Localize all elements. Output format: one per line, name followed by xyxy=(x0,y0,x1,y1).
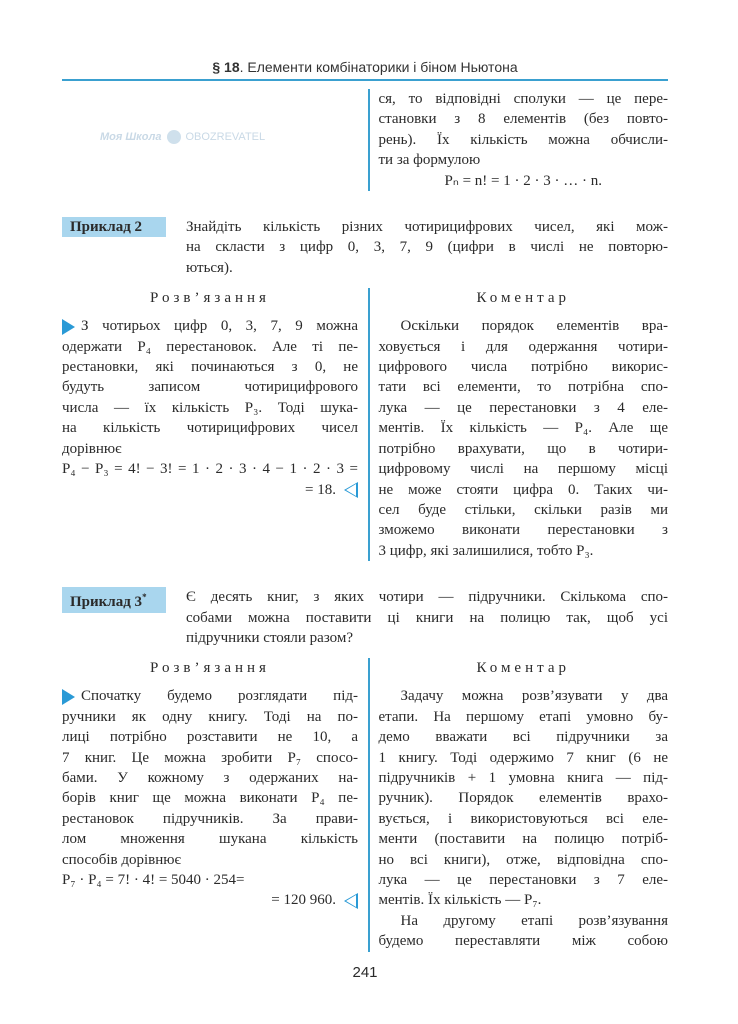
text-line: зможемо виконати перестановки з xyxy=(378,522,668,539)
text-line: лиці потрібно розставити не 10, а xyxy=(62,729,358,746)
text-line: рестановок підручників. За прави- xyxy=(62,810,358,827)
text-line: на кількість чотирицифрових чисел xyxy=(62,420,358,437)
watermark-school: Моя Школа xyxy=(100,130,162,143)
text-line: Pₙ = n! = 1 · 2 · 3 · … · n. xyxy=(444,172,602,189)
text-line: тати всі елементи, то потрібна спо- xyxy=(378,379,668,396)
text-line: вується, і використовуються всі еле- xyxy=(378,810,668,827)
example-2-body xyxy=(62,288,668,561)
text-line: сел буде стільки, скільки разів ми xyxy=(378,501,668,518)
text-line: Оскільки порядок елементів вра- xyxy=(400,318,668,335)
solution-start-icon xyxy=(62,689,75,705)
comment-column xyxy=(379,658,669,951)
text-line: на скласти з цифр 0, 3, 7, 9 (цифри в числі не повторю- xyxy=(186,239,668,256)
empty-left-column xyxy=(62,89,358,191)
text-line: ховується і для одержання чотири- xyxy=(378,338,668,355)
solution-heading: Розв’язання xyxy=(150,660,270,677)
solution-heading: Розв’язання xyxy=(150,290,270,307)
example-2-solution xyxy=(62,316,358,500)
text-line: = 18. xyxy=(62,480,358,500)
example-3-body xyxy=(62,658,668,951)
text-line: ся, то відповідні сполуки — це пере- xyxy=(378,91,668,107)
text-line: підручники стояли разом? xyxy=(186,629,354,646)
text-line: 1 книгу. Тоді одержимо 7 книг (6 не xyxy=(378,749,668,766)
text-line: лом множення шукана кількість xyxy=(62,831,358,848)
text-line: ручники як одну книгу. Тоді на по- xyxy=(62,708,358,725)
text-line: = 120 960. xyxy=(62,890,358,910)
running-header xyxy=(62,58,668,76)
example-3 xyxy=(62,587,668,648)
solution-column xyxy=(62,658,358,951)
text-line: підручників + 1 умовна книга — під- xyxy=(378,769,668,786)
text-line: ментів. Їх кількість — P₇. xyxy=(378,892,542,909)
text-line: лука — це перестановки з 7 еле- xyxy=(378,872,668,888)
example-2-problem xyxy=(186,217,668,278)
text-line: З чотирьох цифр 0, 3, 7, 9 можна xyxy=(62,316,358,336)
example-3-solution xyxy=(62,686,358,910)
example-2 xyxy=(62,217,668,278)
comment-column xyxy=(379,288,669,561)
text-line: становки з 8 елементів (без повто- xyxy=(378,111,668,128)
example-3-label: Приклад 3 xyxy=(70,594,143,611)
example-3-problem xyxy=(186,587,668,648)
text-line: будуть записом чотирицифрового xyxy=(62,379,358,396)
continuation-row xyxy=(62,89,668,191)
text-line: менти (поставити на полицю потріб- xyxy=(378,831,668,848)
example-2-comment xyxy=(379,316,669,561)
solution-start-icon xyxy=(62,319,75,335)
text-line: но всі книги), отже, відповідна спо- xyxy=(378,851,668,868)
text-line: бами. У кожному з одержаних на- xyxy=(62,769,358,786)
text-line: цифровому числі на першому місці xyxy=(378,461,668,478)
comment-heading: Коментар xyxy=(476,290,571,307)
text-line: Є десять книг, з яких чотири — підручники. Скількома спо- xyxy=(186,589,668,606)
text-line: рень). Їх кількість можна обчисли- xyxy=(378,131,668,148)
text-line: ментів. Їх кількість — P₄. Але ще xyxy=(378,420,668,437)
text-line: ручник). Порядок елементів врахо- xyxy=(378,790,668,807)
continued-comment xyxy=(379,89,669,191)
text-line: способів дорівнює xyxy=(62,851,181,868)
text-line: собами можна поставити ці книги на полицю так, щоб усі xyxy=(186,609,668,626)
text-line: ти за формулою xyxy=(378,152,481,169)
text-line: P₇ · P₄ = 7! · 4! = 5040 · 254= xyxy=(62,872,245,888)
text-line: 7 книг. Це можна зробити P₇ спосо- xyxy=(62,749,358,766)
text-line: потрібно врахувати, що в чотири- xyxy=(378,440,668,457)
page-number: 241 xyxy=(352,963,378,981)
text-line: демо вважати всі підручники за xyxy=(378,729,668,746)
watermark-brand: OBOZREVATEL xyxy=(185,130,266,143)
text-line: не може стояти цифра 0. Таких чи- xyxy=(378,481,668,498)
section-number: § 18 xyxy=(212,59,240,75)
text-line: ються). xyxy=(186,259,233,276)
text-line: Знайдіть кількість різних чотирицифрових чисел, які мож- xyxy=(186,219,668,236)
example-2-badge: Приклад 2 xyxy=(62,217,166,237)
text-line: борів книг ще можна виконати P₄ пе- xyxy=(62,790,358,807)
text-line: будемо переставляти між собою xyxy=(378,933,668,950)
example-3-badge: Приклад 3* xyxy=(62,587,166,612)
text-line: дорівнює xyxy=(62,440,122,457)
column-divider xyxy=(368,89,370,191)
solution-end-icon xyxy=(344,893,358,909)
text-line: етапи. На першому етапі умовно бу- xyxy=(378,708,668,725)
column-divider xyxy=(368,288,370,561)
text-line: Задачу можна розв’язувати у два xyxy=(400,688,668,705)
text-line: P₄ − P₃ = 4! − 3! = 1 · 2 · 3 · 4 − 1 · 2 · 3 = xyxy=(62,461,358,478)
solution-end-icon xyxy=(344,482,358,498)
text-line: числа — їх кількість P₃. Тоді шука- xyxy=(62,399,358,416)
example-3-comment xyxy=(379,686,669,951)
text-line: рестановки, які починаються з 0, не xyxy=(62,359,358,376)
text-line: лука — це перестановки з 4 еле- xyxy=(378,399,668,416)
column-divider xyxy=(368,658,370,951)
text-line: одержати P₄ перестановок. Але ті пе- xyxy=(62,338,358,355)
text-line: цифрового числа потрібно викорис- xyxy=(378,359,668,376)
solution-column xyxy=(62,288,358,561)
header-rule xyxy=(62,79,668,81)
comment-heading: Коментар xyxy=(476,660,571,677)
text-line: Спочатку будемо розглядати під- xyxy=(62,686,358,706)
chapter-title: . Елементи комбінаторики і біном Ньютона xyxy=(239,59,518,75)
text-line: 3 цифр, які залишилися, тобто P₃. xyxy=(378,542,594,559)
text-line: На другому етапі розв’язування xyxy=(400,912,668,929)
